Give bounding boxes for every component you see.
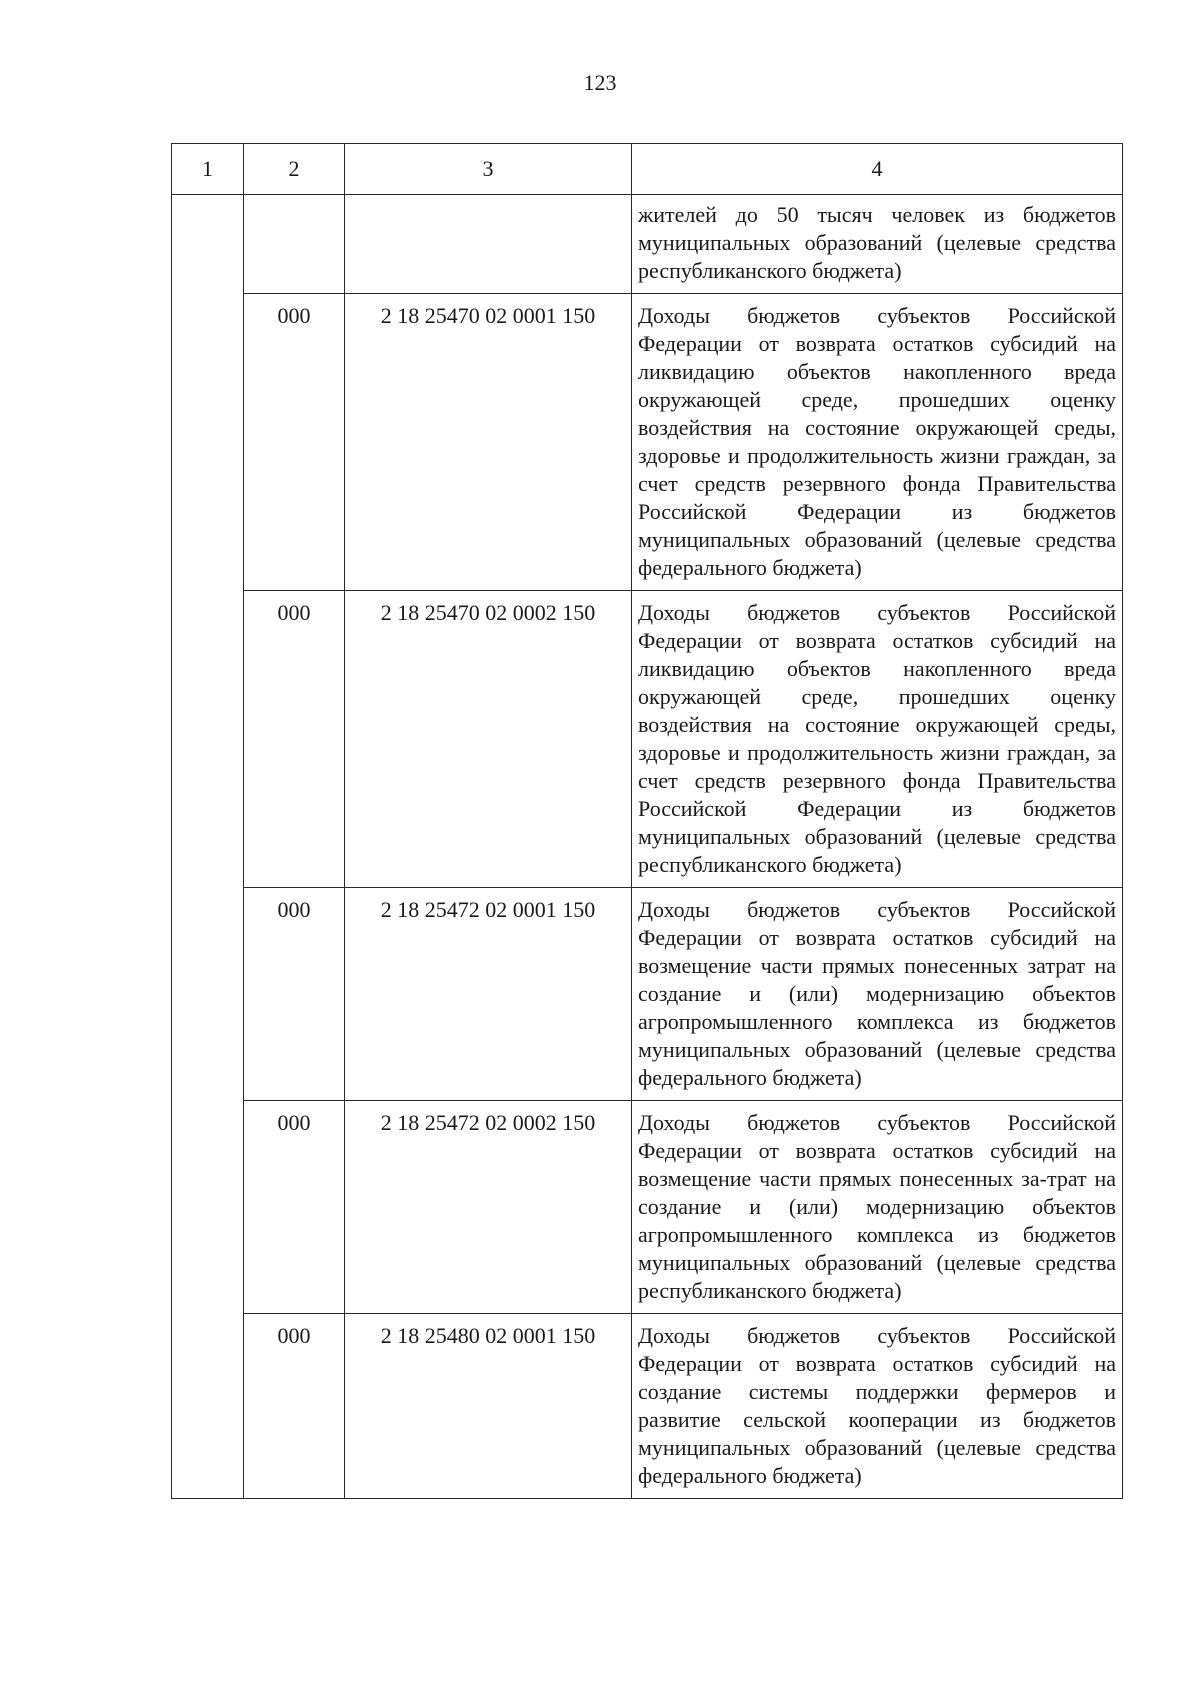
admin-code-cell: 000 bbox=[244, 888, 345, 1101]
admin-code-cell: 000 bbox=[244, 1314, 345, 1499]
income-code-cell bbox=[345, 195, 632, 294]
description-cell: жителей до 50 тысяч человек из бюджетов муниципальных образований (целевые средства республиканского бюджета) bbox=[632, 195, 1123, 294]
description-cell: Доходы бюджетов субъектов Российской Федерации от возврата остатков субсидий на ликвидацию объектов накопленного вреда окружающей среде, прошедших оценку воздействия на состояние окружающей среды, здоровье и продолжительность жизни граждан, за счет средств резервного фонда Правительства Российской Федерации из бюджетов муниципальных образований (целевые средства республиканского бюджета) bbox=[632, 591, 1123, 888]
budget-codes-table bbox=[171, 143, 1123, 1499]
table-row bbox=[172, 1101, 1123, 1314]
admin-code-cell: 000 bbox=[244, 294, 345, 591]
table-row bbox=[172, 888, 1123, 1101]
table-row bbox=[172, 1314, 1123, 1499]
income-code-cell: 2 18 25472 02 0002 150 bbox=[345, 1101, 632, 1314]
description-cell: Доходы бюджетов субъектов Российской Федерации от возврата остатков субсидий на ликвидацию объектов накопленного вреда окружающей среде, прошедших оценку воздействия на состояние окружающей среды, здоровье и продолжительность жизни граждан, за счет средств резервного фонда Правительства Российской Федерации из бюджетов муниципальных образований (целевые средства федерального бюджета) bbox=[632, 294, 1123, 591]
income-code-cell: 2 18 25470 02 0001 150 bbox=[345, 294, 632, 591]
table-row bbox=[172, 591, 1123, 888]
admin-code-cell: 000 bbox=[244, 591, 345, 888]
description-cell: Доходы бюджетов субъектов Российской Федерации от возврата остатков субсидий на возмещение части прямых понесенных затрат на создание и (или) модернизацию объектов агропромышленного комплекса из бюджетов муниципальных образований (целевые средства федерального бюджета) bbox=[632, 888, 1123, 1101]
admin-code-cell bbox=[244, 195, 345, 294]
header-col-2: 2 bbox=[244, 144, 345, 195]
table-header-row bbox=[172, 144, 1123, 195]
income-code-cell: 2 18 25480 02 0001 150 bbox=[345, 1314, 632, 1499]
description-cell: Доходы бюджетов субъектов Российской Федерации от возврата остатков субсидий на создание системы поддержки фермеров и развитие сельской кооперации из бюджетов муниципальных образований (целевые средства федерального бюджета) bbox=[632, 1314, 1123, 1499]
header-col-4: 4 bbox=[632, 144, 1123, 195]
header-col-1: 1 bbox=[172, 144, 244, 195]
income-code-cell: 2 18 25472 02 0001 150 bbox=[345, 888, 632, 1101]
table-row bbox=[172, 195, 1123, 294]
admin-code-cell: 000 bbox=[244, 1101, 345, 1314]
description-cell: Доходы бюджетов субъектов Российской Федерации от возврата остатков субсидий на возмещение части прямых понесенных за-трат на создание и (или) модернизацию объектов агропромышленного комплекса из бюджетов муниципальных образований (целевые средства республиканского бюджета) bbox=[632, 1101, 1123, 1314]
income-code-cell: 2 18 25470 02 0002 150 bbox=[345, 591, 632, 888]
header-col-3: 3 bbox=[345, 144, 632, 195]
page-number: 123 bbox=[583, 70, 617, 95]
column-1-cell bbox=[172, 195, 244, 1499]
table-row bbox=[172, 294, 1123, 591]
